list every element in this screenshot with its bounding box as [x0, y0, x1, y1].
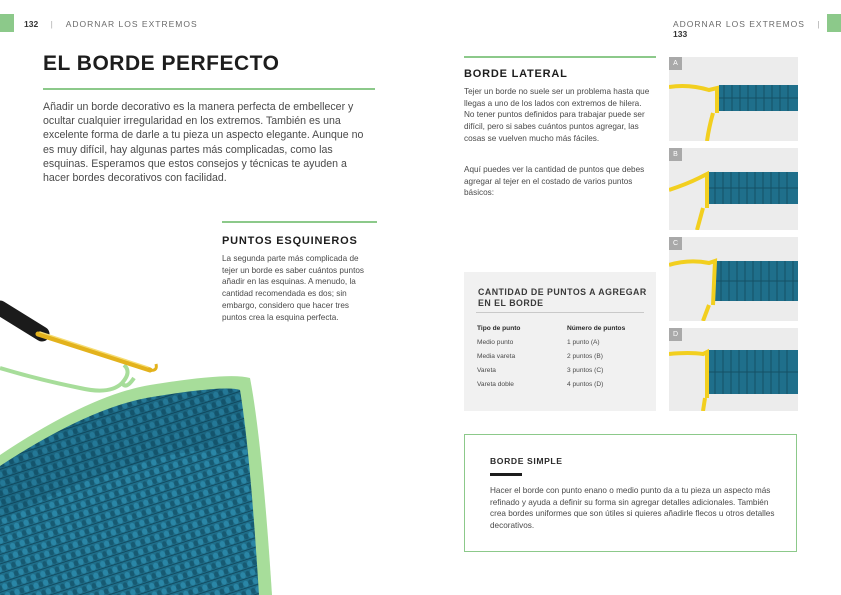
table-row-stitch: Medio punto — [477, 339, 514, 346]
simple-border-body: Hacer el borde con punto enano o medio punto da a tu pieza un aspecto más refinado y ayuda a definir su forma sin agregar detalles adicionales. También crea bordes uniformes que son útiles si quieres añadirle flecos u otros detalles decorativos. — [490, 486, 775, 531]
side-section-body-2: Aquí puedes ver la cantidad de puntos que debes agregar al tejer en el costado de varios puntos básicos: — [464, 165, 645, 198]
yarn-sample-d-image — [669, 328, 798, 411]
table-row-count: 1 punto (A) — [567, 339, 600, 346]
table-row-stitch: Vareta — [477, 367, 496, 374]
simple-border-title-bar — [490, 473, 522, 476]
table-row-count: 4 puntos (D) — [567, 381, 604, 388]
table-row-stitch: Vareta doble — [477, 381, 514, 388]
left-section-name: ADORNAR LOS EXTREMOS — [65, 19, 198, 29]
photo-label-c: C — [669, 237, 682, 250]
left-page-number: 132 — [24, 19, 39, 29]
right-page-tab — [827, 14, 841, 32]
table-row-count: 2 puntos (B) — [567, 353, 603, 360]
right-running-head — [673, 19, 841, 39]
table-row-count: 3 puntos (C) — [567, 367, 604, 374]
title-rule — [43, 88, 375, 90]
right-header-separator: | — [817, 19, 821, 29]
simple-border-title: BORDE SIMPLE — [490, 456, 563, 466]
photo-sample-b — [669, 148, 798, 230]
intro-paragraph: Añadir un borde decorativo es la manera perfecta de embellecer y ocultar cualquier irregularidad en los extremos. También es una excelente forma de darle a tu pieza un aspecto elegante. Aunque no es muy difícil, hay algunas partes más complicadas, como las esquinas. Esperamos que estos consejos y técnicas te ayuden a hacer bordes decorativos con facilidad. — [43, 101, 364, 185]
crochet-swatch-illustration — [0, 290, 340, 595]
left-page-tab — [0, 14, 14, 32]
side-section-body: Tejer un borde no suele ser un problema hasta que llegas a uno de los lados con extremos de hilera. No tener puntos definidos para trabajar puede ser difícil, pero si sabes cuántos puntos agregar, las cosas se vuelven mucho más fáciles. — [464, 87, 650, 143]
table-divider — [476, 312, 644, 313]
stitch-count-table — [464, 272, 656, 411]
table-header-count: Número de puntos — [567, 325, 626, 332]
left-running-head — [24, 19, 198, 29]
right-section-name: ADORNAR LOS EXTREMOS — [673, 19, 805, 29]
table-title: CANTIDAD DE PUNTOS A AGREGAR EN EL BORDE — [478, 287, 647, 308]
photo-sample-c — [669, 237, 798, 321]
photo-label-a: A — [669, 57, 682, 70]
corner-section-body: La segunda parte más complicada de tejer un borde es saber cuántos puntos añadir en las esquinas. A menudo, la cantidad recomendada es dos; sin embargo, considero que hacer tres puntos crea la esquina perfecta. — [222, 254, 365, 322]
photo-sample-a — [669, 57, 798, 141]
left-header-separator: | — [50, 19, 54, 29]
photo-sample-d — [669, 328, 798, 411]
yarn-sample-a-image — [669, 57, 798, 141]
photo-label-d: D — [669, 328, 682, 341]
yarn-sample-b-image — [669, 148, 798, 230]
corner-section-rule — [222, 221, 377, 223]
page-title: EL BORDE PERFECTO — [43, 52, 280, 75]
side-section-heading: BORDE LATERAL — [464, 68, 568, 80]
corner-section-heading: PUNTOS ESQUINEROS — [222, 235, 358, 247]
table-row-stitch: Media vareta — [477, 353, 516, 360]
right-page-number: 133 — [673, 29, 688, 39]
simple-border-box — [464, 434, 797, 552]
table-header-stitch: Tipo de punto — [477, 325, 521, 332]
side-section-rule — [464, 56, 656, 58]
yarn-sample-c-image — [669, 237, 798, 321]
photo-label-b: B — [669, 148, 682, 161]
